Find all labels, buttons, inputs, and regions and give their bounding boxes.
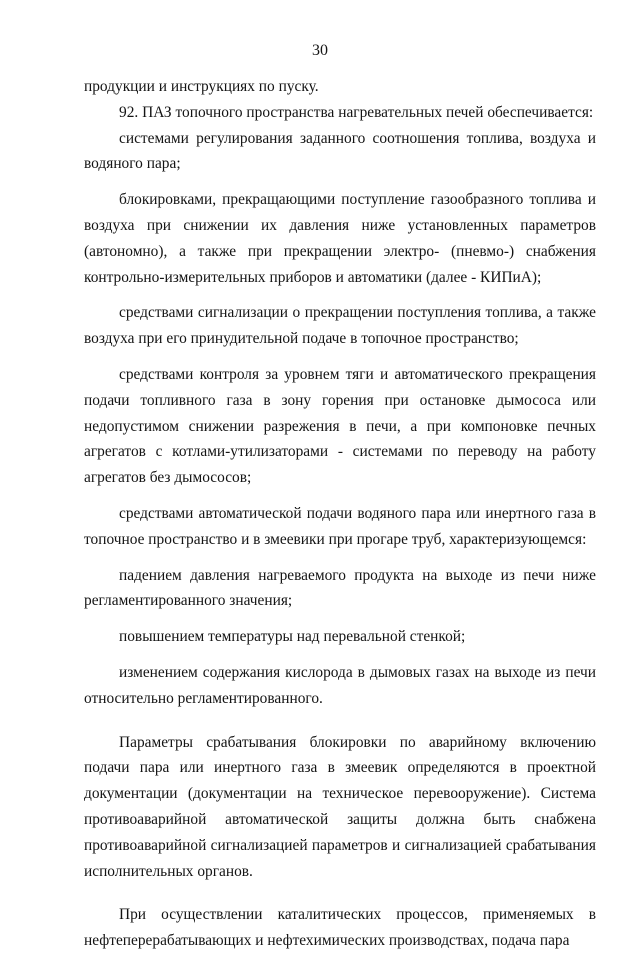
paragraph-signaling: средствами сигнализации о прекращении поступления топлива, а также воздуха при его принудительной подаче в топочное пространство; <box>84 304 596 348</box>
paragraph-draft-control: средствами контроля за уровнем тяги и автоматического прекращения подачи топливного газа в зону горения при остановке дымососа или недопустимом снижении разрежения в печи, а при компоновке печных агрегатов с котлами-утилизаторами - системами по переводу на работу агрегатов без дымососов; <box>84 365 596 487</box>
paragraph-regulation-systems: системами регулирования заданного соотношения топлива, воздуха и водяного пара; <box>84 129 596 173</box>
paragraph-continuation: продукции и инструкциях по пуску. <box>84 78 319 95</box>
paragraph-oxygen-change: изменением содержания кислорода в дымовых газах на выходе из печи относительно регламентированного. <box>84 663 596 707</box>
paragraph-catalytic-processes: При осуществлении каталитических процессов, применяемых в нефтеперерабатывающих и нефтехимических производствах, подача пара <box>84 906 596 950</box>
paragraph-trip-parameters: Параметры срабатывания блокировки по аварийному включению подачи пара или инертного газа в змеевик определяются в проектной документации (документации на техническое перевооружение). Система противоаварийной автоматической защиты должна быть снабжена противоаварийной сигнализацией параметров и сигнализацией срабатывания исполнительных органов. <box>84 733 596 880</box>
paragraph-pressure-drop: падением давления нагреваемого продукта на выходе из печи ниже регламентированного значения; <box>84 566 596 610</box>
page-number: 30 <box>312 42 328 59</box>
paragraph-item-92: 92. ПАЗ топочного пространства нагревательных печей обеспечивается: <box>119 103 594 121</box>
paragraph-temperature-rise: повышением температуры над перевальной стенкой; <box>119 628 466 646</box>
document-body <box>84 74 596 954</box>
paragraph-interlocks: блокировками, прекращающими поступление газообразного топлива и воздуха при снижении их давления ниже установленных параметров (автономно), а также при прекращении электро- (пневмо-) снабжения контрольно-измерительных приборов и автоматики (далее - КИПиА); <box>84 191 596 286</box>
paragraph-steam-supply: средствами автоматической подачи водяного пара или инертного газа в топочное пространство и в змеевики при прогаре труб, характеризующемся: <box>84 504 596 548</box>
